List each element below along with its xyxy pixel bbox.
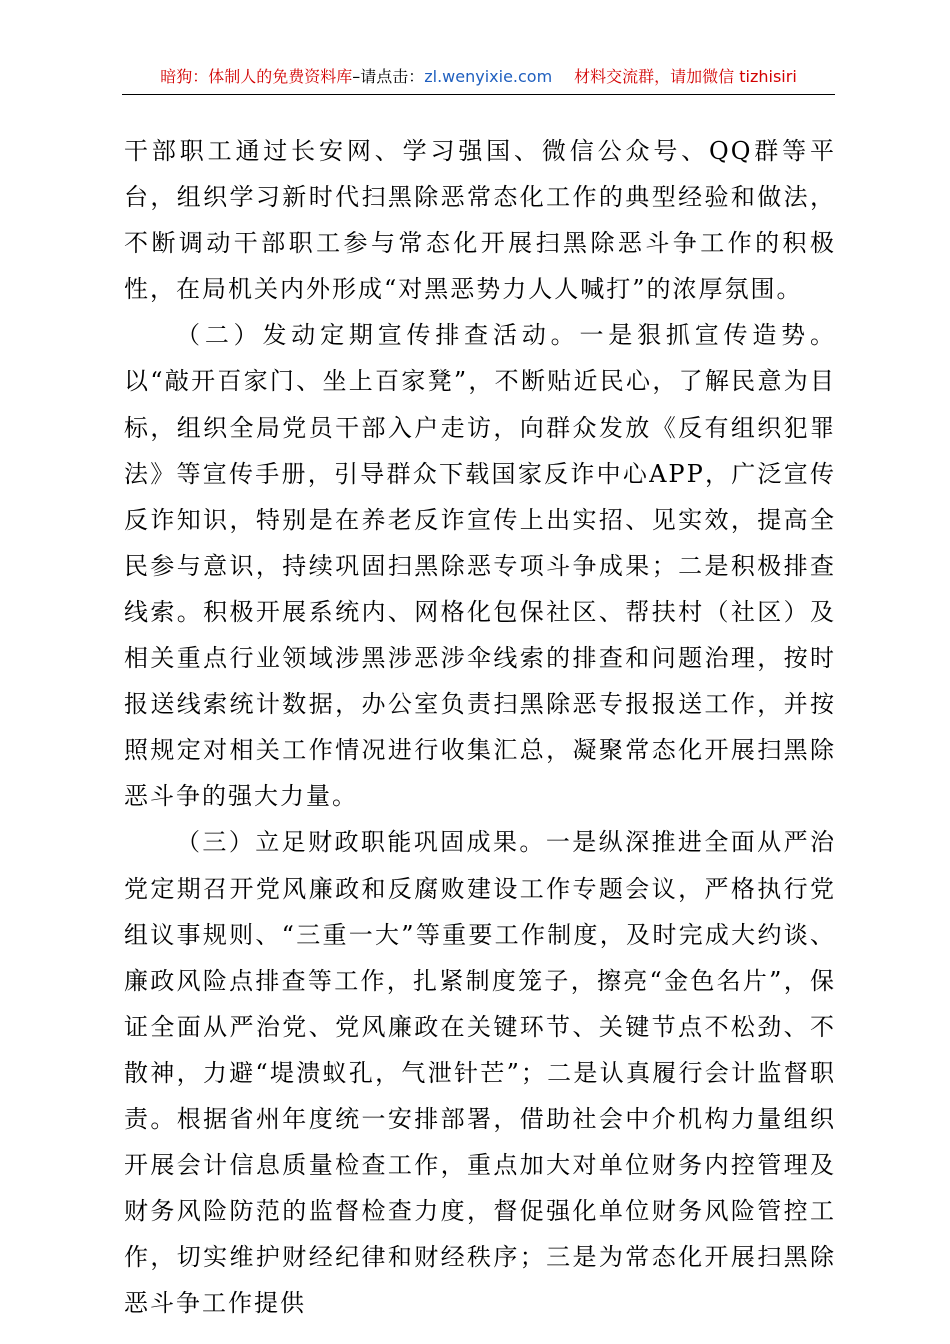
paragraph-section-two: （二）发动定期宣传排查活动。一是狠抓宣传造势。以“敲开百家门、坐上百家凳”，不断贴近民心，了解民意为目标，组织全局党员干部入户走访，向群众发放《反有组织犯罪法》等宣传手册，引导群众下载国家反诈中心APP，广泛宣传反诈知识，特别是在养老反诈宣传上出实招、见实效，提高全民参与意识，持续巩固扫黑除恶专项斗争成果；二是积极排查线索。积极开展系统内、网格化包保社区、帮扶村（社区）及相关重点行业领域涉黑涉恶涉伞线索的排查和问题治理，按时报送线索统计数据，办公室负责扫黑除恶专报报送工作，并按照规定对相关工作情况进行收集汇总，凝聚常态化开展扫黑除恶斗争的强大力量。 [124, 321, 836, 811]
header-contact: 材料交流群，请加微信 tizhisiri [574, 67, 797, 86]
header-link-prompt: –请点击： [352, 67, 425, 86]
header-url-link[interactable]: zl.wenyixie.com [424, 67, 553, 86]
header-site-label: 暗狗：体制人的免费资料库 [160, 67, 353, 86]
page-header [122, 60, 835, 95]
document-body [124, 128, 836, 1326]
paragraph-continuation: 干部职工通过长安网、学习强国、微信公众号、QQ群等平台，组织学习新时代扫黑除恶常态化工作的典型经验和做法，不断调动干部职工参与常态化开展扫黑除恶斗争工作的积极性，在局机关内外形成“对黑恶势力人人喊打”的浓厚氛围。 [124, 137, 836, 304]
paragraph-section-three: （三）立足财政职能巩固成果。一是纵深推进全面从严治党定期召开党风廉政和反腐败建设工作专题会议，严格执行党组议事规则、“三重一大”等重要工作制度，及时完成大约谈、廉政风险点排查等工作，扎紧制度笼子，擦亮“金色名片”，保证全面从严治党、党风廉政在关键环节、关键节点不松劲、不散神，力避“堤溃蚁孔，气泄针芒”；二是认真履行会计监督职责。根据省州年度统一安排部署，借助社会中介机构力量组织开展会计信息质量检查工作，重点加大对单位财务内控管理及财务风险防范的监督检查力度，督促强化单位财务风险管控工作，切实维护财经纪律和财经秩序；三是为常态化开展扫黑除恶斗争工作提供 [124, 828, 836, 1318]
